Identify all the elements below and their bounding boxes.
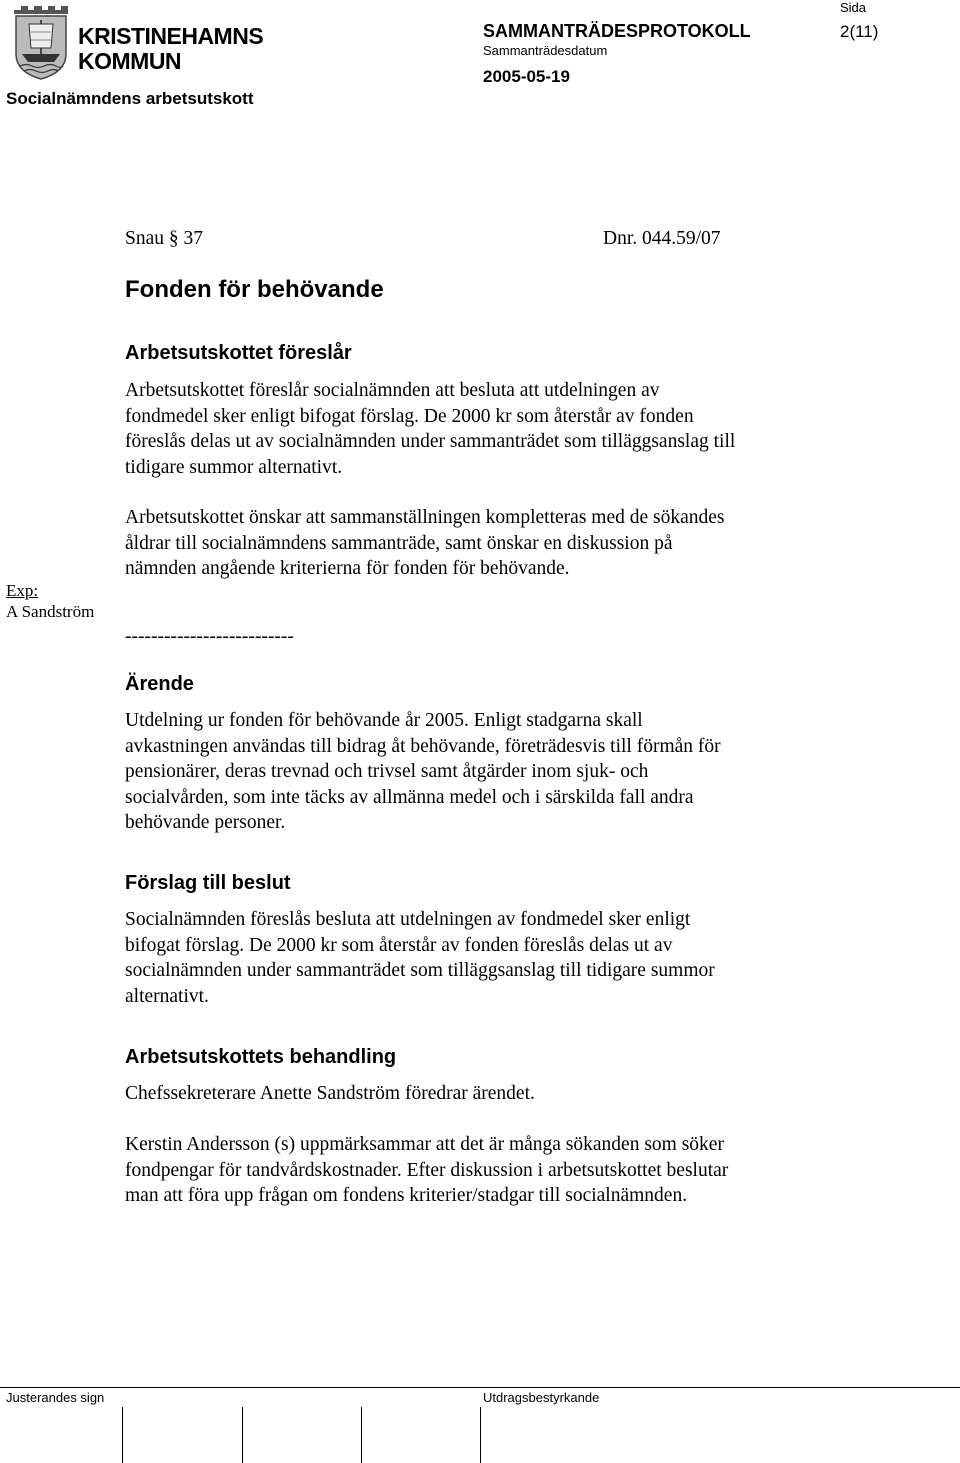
case-paragraph: Snau § 37 [125,228,203,249]
proposal-text-2 [125,505,725,582]
municipality-name-line-1: KRISTINEHAMNS [78,23,264,49]
committee-name: Socialnämndens arbetsutskott [6,89,254,108]
dispatch-label: Exp: [6,581,39,600]
text-line: föreslås delas ut av socialnämnden under sammanträdet som tilläggsanslag till [125,431,736,452]
text-line: alternativt. [125,985,209,1007]
handling-text [125,1081,535,1107]
footer-rule [0,1387,960,1388]
extract-label: Utdragsbestyrkande [483,1390,600,1405]
date-label: Sammanträdesdatum [483,43,608,58]
proposal-heading: Arbetsutskottet föreslår [125,342,352,364]
page-label: Sida [840,0,867,15]
meeting-date: 2005-05-19 [483,67,570,86]
text-line: Arbetsutskottet föreslår socialnämnden att besluta att utdelningen av [125,380,660,401]
text-line: man att föra upp frågan om fondens kriterier/stadgar till socialnämnden. [125,1185,688,1206]
dispatch-recipient: A Sandström [6,602,95,621]
text-line: tidigare summor alternativt. [125,456,343,478]
text-line: bifogat förslag. De 2000 kr som återstår av fonden föreslås delas ut av [125,934,673,956]
case-title: Fonden för behövande [125,276,384,303]
decision-proposal-text [125,907,715,1009]
signature-box-divider [480,1407,481,1463]
text-line: Arbetsutskottet önskar att sammanställningen kompletteras med de sökandes [125,507,725,528]
text-line: fondpengar för tandvårdskostnader. Efter diskussion i arbetsutskottet beslutar [125,1159,729,1181]
text-line: Utdelning ur fonden för behövande år 2005. Enligt stadgarna skall [125,710,643,731]
signature-box-divider [242,1407,243,1463]
signature-box-divider [122,1407,123,1463]
matter-heading: Ärende [125,673,194,695]
signature-label: Justerandes sign [6,1390,105,1405]
matter-text [125,708,721,836]
municipality-logo [12,6,70,80]
text-line: fondmedel sker enligt bifogat förslag. De 2000 kr som återstår av fonden [125,405,694,427]
decision-proposal-heading: Förslag till beslut [125,872,291,894]
municipality-name [78,24,263,74]
separator: -------------------------- [125,626,294,647]
text-line: åldrar till socialnämndens sammanträde, samt önskar en diskussion på [125,532,673,554]
text-line: Kerstin Andersson (s) uppmärksammar att det är många sökanden som söker [125,1134,724,1155]
document-type: SAMMANTRÄDESPROTOKOLL [483,21,751,41]
handling-heading: Arbetsutskottets behandling [125,1046,397,1068]
text-line: pensionärer, deras trevnad och trivsel samt åtgärder inom sjuk- och [125,761,649,782]
text-line: nämnden angående kriterierna för fonden för behövande. [125,558,570,579]
text-line: behövande personer. [125,812,286,833]
text-line: Socialnämnden föreslås besluta att utdelningen av fondmedel sker enligt [125,909,691,930]
text-line: avkastningen användas till bidrag åt behövande, företrädesvis till förmån för [125,735,721,757]
text-line: socialnämnden under sammanträdet som tilläggsanslag till tidigare summor [125,960,715,981]
page-number: 2(11) [840,22,879,41]
proposal-text [125,378,735,480]
handling-text-2 [125,1132,728,1209]
text-line: Chefssekreterare Anette Sandström föredrar ärendet. [125,1083,535,1104]
dispatch-note [6,580,94,622]
municipality-name-line-2: KOMMUN [78,48,182,74]
diary-number: Dnr. 044.59/07 [603,228,721,249]
text-line: socialvården, som inte täcks av allmänna medel och i särskilda fall andra [125,786,694,808]
signature-box-divider [361,1407,362,1463]
